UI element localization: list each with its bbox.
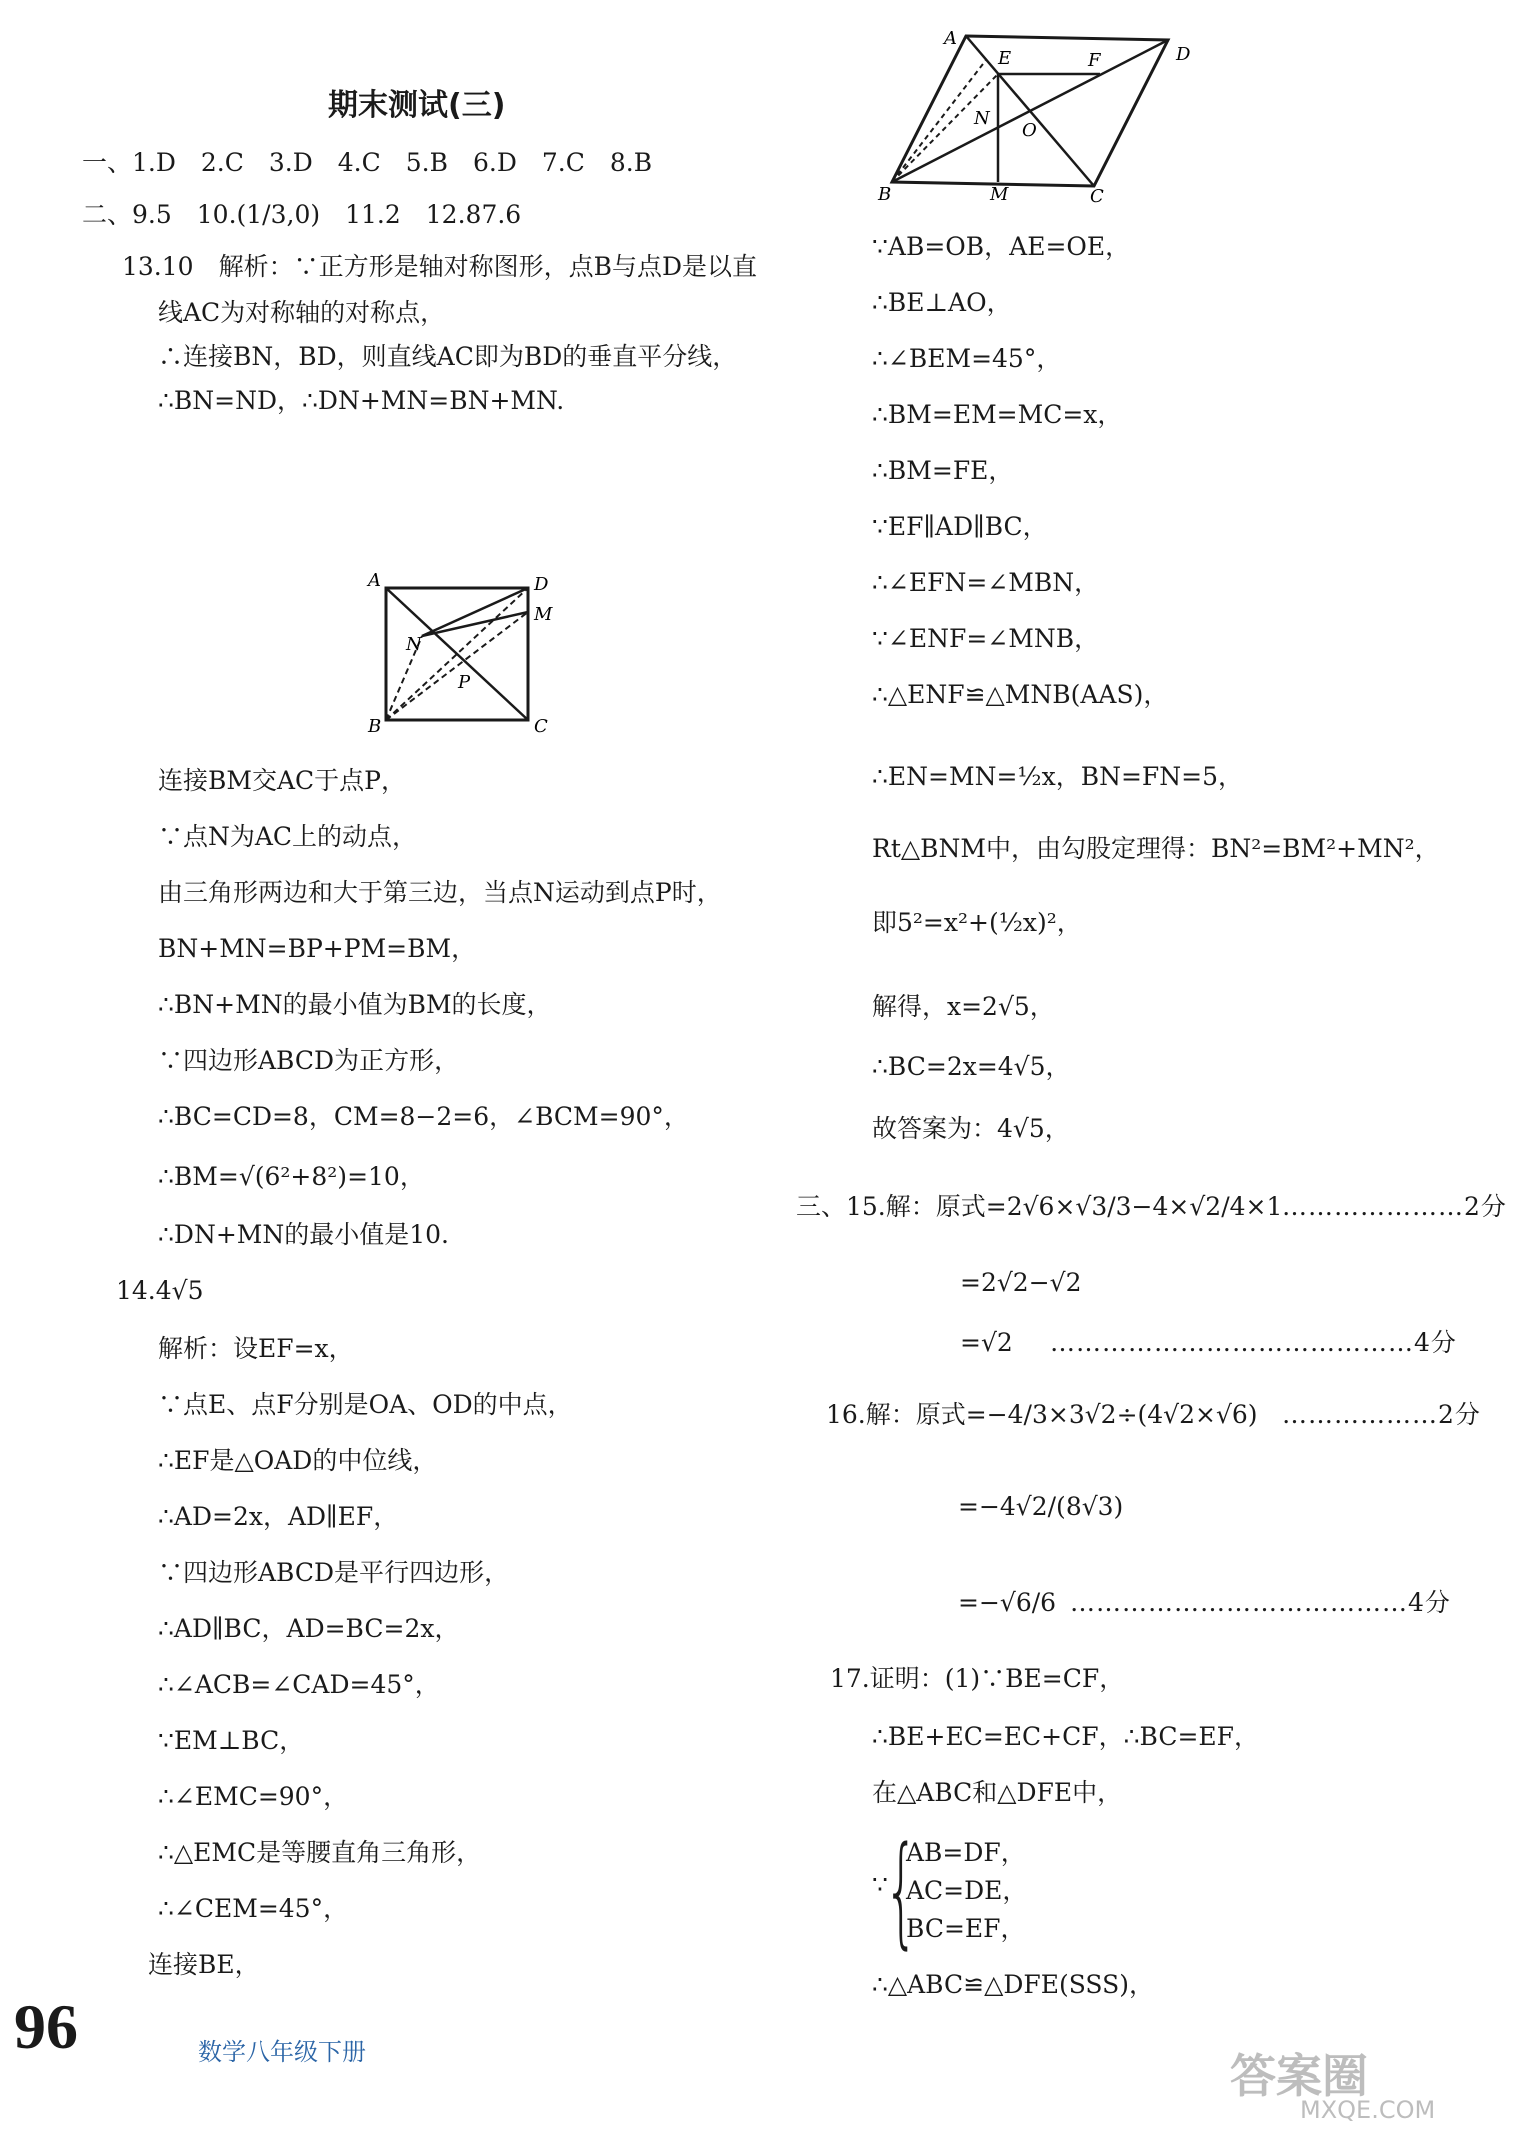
- para-label-e: E: [998, 48, 1012, 69]
- answer-line: ∴BM=EM=MC=x，: [872, 400, 1123, 429]
- answer-line: ∵EF∥AD∥BC，: [872, 512, 1048, 541]
- answer-line: ∵EM⊥BC，: [158, 1726, 305, 1755]
- score-mark: ………………2分: [1282, 1400, 1481, 1429]
- answer-line: ∴BN+MN的最小值为BM的长度，: [158, 990, 552, 1019]
- answer-line: 13.10 解析：∵正方形是轴对称图形，点B与点D是以直: [122, 252, 757, 281]
- q17-line: ∴△ABC≌△DFE(SSS)，: [872, 1970, 1154, 1999]
- square-label-n: N: [406, 634, 422, 655]
- square-label-p: P: [458, 672, 471, 693]
- answer-line: 解得，x=2√5，: [872, 992, 1055, 1021]
- square-label-c: C: [534, 716, 548, 734]
- square-label-m: M: [534, 604, 553, 625]
- answer-line: ∴∠EMC=90°，: [158, 1782, 349, 1811]
- q17-line: 在△ABC和△DFE中，: [872, 1778, 1123, 1807]
- q17-line: ∴BE+EC=EC+CF，∴BC=EF，: [872, 1722, 1260, 1751]
- answer-line: 由三角形两边和大于第三边，当点N运动到点P时，: [158, 878, 722, 907]
- answer-line: ∴BE⊥AO，: [872, 288, 1012, 317]
- q16-line: =−√6/6: [958, 1588, 1057, 1617]
- para-label-f: F: [1088, 50, 1101, 71]
- answer-line: ∴EN=MN=½x，BN=FN=5，: [872, 762, 1243, 791]
- answer-line: ∵∠ENF=∠MNB，: [872, 624, 1100, 653]
- answer-line: ∵点N为AC上的动点，: [158, 822, 418, 851]
- answer-line: ∴∠EFN=∠MBN，: [872, 568, 1100, 597]
- answer-line: ∵四边形ABCD为正方形，: [158, 1046, 460, 1075]
- answer-line: 连接BM交AC于点P，: [158, 766, 406, 795]
- answer-line: ∴BM=√(6²+8²)=10，: [158, 1162, 425, 1191]
- watermark-url: MXQE.COM: [1300, 2096, 1436, 2124]
- answer-line: ∴∠CEM=45°，: [158, 1894, 349, 1923]
- because-symbol: ∵: [872, 1870, 888, 1899]
- parallelogram-figure: [876, 24, 1206, 204]
- answer-line: 14.4√5: [116, 1276, 204, 1305]
- answer-line: ∴BC=2x=4√5，: [872, 1052, 1071, 1081]
- para-label-o: O: [1022, 120, 1037, 141]
- answer-line: ∴BM=FE，: [872, 456, 1014, 485]
- answer-line: 解析：设EF=x，: [158, 1334, 354, 1363]
- brace: {: [884, 1822, 919, 1961]
- para-label-a: A: [944, 28, 957, 49]
- q17-condition: AC=DE，: [906, 1876, 1028, 1905]
- q16-line: =−4√2/(8√3): [958, 1492, 1124, 1521]
- answer-line: ∵点E、点F分别是OA、OD的中点，: [158, 1390, 573, 1419]
- answer-line: 即5²=x²+(½x)²，: [872, 908, 1082, 937]
- para-label-c: C: [1090, 186, 1104, 204]
- answer-line: ∴AD=2x，AD∥EF，: [158, 1502, 399, 1531]
- answer-line: ∴DN+MN的最小值是10.: [158, 1220, 450, 1249]
- answer-line: ∴BN=ND，∴DN+MN=BN+MN.: [158, 386, 565, 415]
- square-label-b: B: [368, 716, 382, 734]
- watermark: 答案圈: [1230, 2049, 1368, 2103]
- q17-condition: BC=EF，: [906, 1914, 1026, 1943]
- square-figure: [364, 566, 564, 734]
- q15-line: =2√2−√2: [960, 1268, 1082, 1297]
- answer-line: ∴∠ACB=∠CAD=45°，: [158, 1670, 440, 1699]
- answer-line: 一、1.D 2.C 3.D 4.C 5.B 6.D 7.C 8.B: [82, 148, 653, 177]
- q17-line: 17.证明：(1)∵BE=CF，: [830, 1664, 1125, 1693]
- answer-line: ∴∠BEM=45°，: [872, 344, 1062, 373]
- answer-line: 连接BE，: [148, 1950, 260, 1979]
- answer-line: ∴连接BN，BD，则直线AC即为BD的垂直平分线，: [158, 342, 738, 371]
- square-label-a: A: [368, 570, 381, 591]
- answer-line: ∵AB=OB，AE=OE，: [872, 232, 1131, 261]
- answer-line: Rt△BNM中，由勾股定理得：BN²=BM²+MN²，: [872, 834, 1440, 863]
- page-title: 期末测试(三): [328, 88, 506, 123]
- answer-line: 线AC为对称轴的对称点，: [158, 298, 446, 327]
- answer-line: ∴BC=CD=8，CM=8−2=6，∠BCM=90°，: [158, 1102, 689, 1131]
- score-mark: ……………………………………4分: [1050, 1328, 1457, 1357]
- para-label-m: M: [990, 184, 1009, 204]
- score-mark: …………………2分: [1282, 1192, 1507, 1221]
- answer-line: ∴AD∥BC，AD=BC=2x，: [158, 1614, 460, 1643]
- answer-line: ∴△ENF≌△MNB(AAS)，: [872, 680, 1169, 709]
- para-label-b: B: [878, 184, 892, 204]
- q15-line: =√2: [960, 1328, 1013, 1357]
- para-label-d: D: [1176, 44, 1191, 65]
- answer-line: ∴△EMC是等腰直角三角形，: [158, 1838, 482, 1867]
- answer-line: BN+MN=BP+PM=BM，: [158, 934, 477, 963]
- answer-line: 故答案为：4√5，: [872, 1114, 1070, 1143]
- page-number: 96: [14, 1991, 78, 2062]
- square-label-d: D: [534, 574, 549, 595]
- answer-line: 二、9.5 10.(1/3,0) 11.2 12.87.6: [82, 200, 522, 229]
- q15-line: 三、15.解：原式=2√6×√3/3−4×√2/4×1: [796, 1192, 1283, 1221]
- answer-line: ∵四边形ABCD是平行四边形，: [158, 1558, 510, 1587]
- q16-line: 16.解：原式=−4/3×3√2÷(4√2×√6): [826, 1400, 1258, 1429]
- score-mark: …………………………………4分: [1070, 1588, 1451, 1617]
- answer-line: ∴EF是△OAD的中位线，: [158, 1446, 438, 1475]
- footer-book-title: 数学八年级下册: [198, 2038, 366, 2066]
- q17-condition: AB=DF，: [906, 1838, 1026, 1867]
- para-label-n: N: [974, 108, 990, 129]
